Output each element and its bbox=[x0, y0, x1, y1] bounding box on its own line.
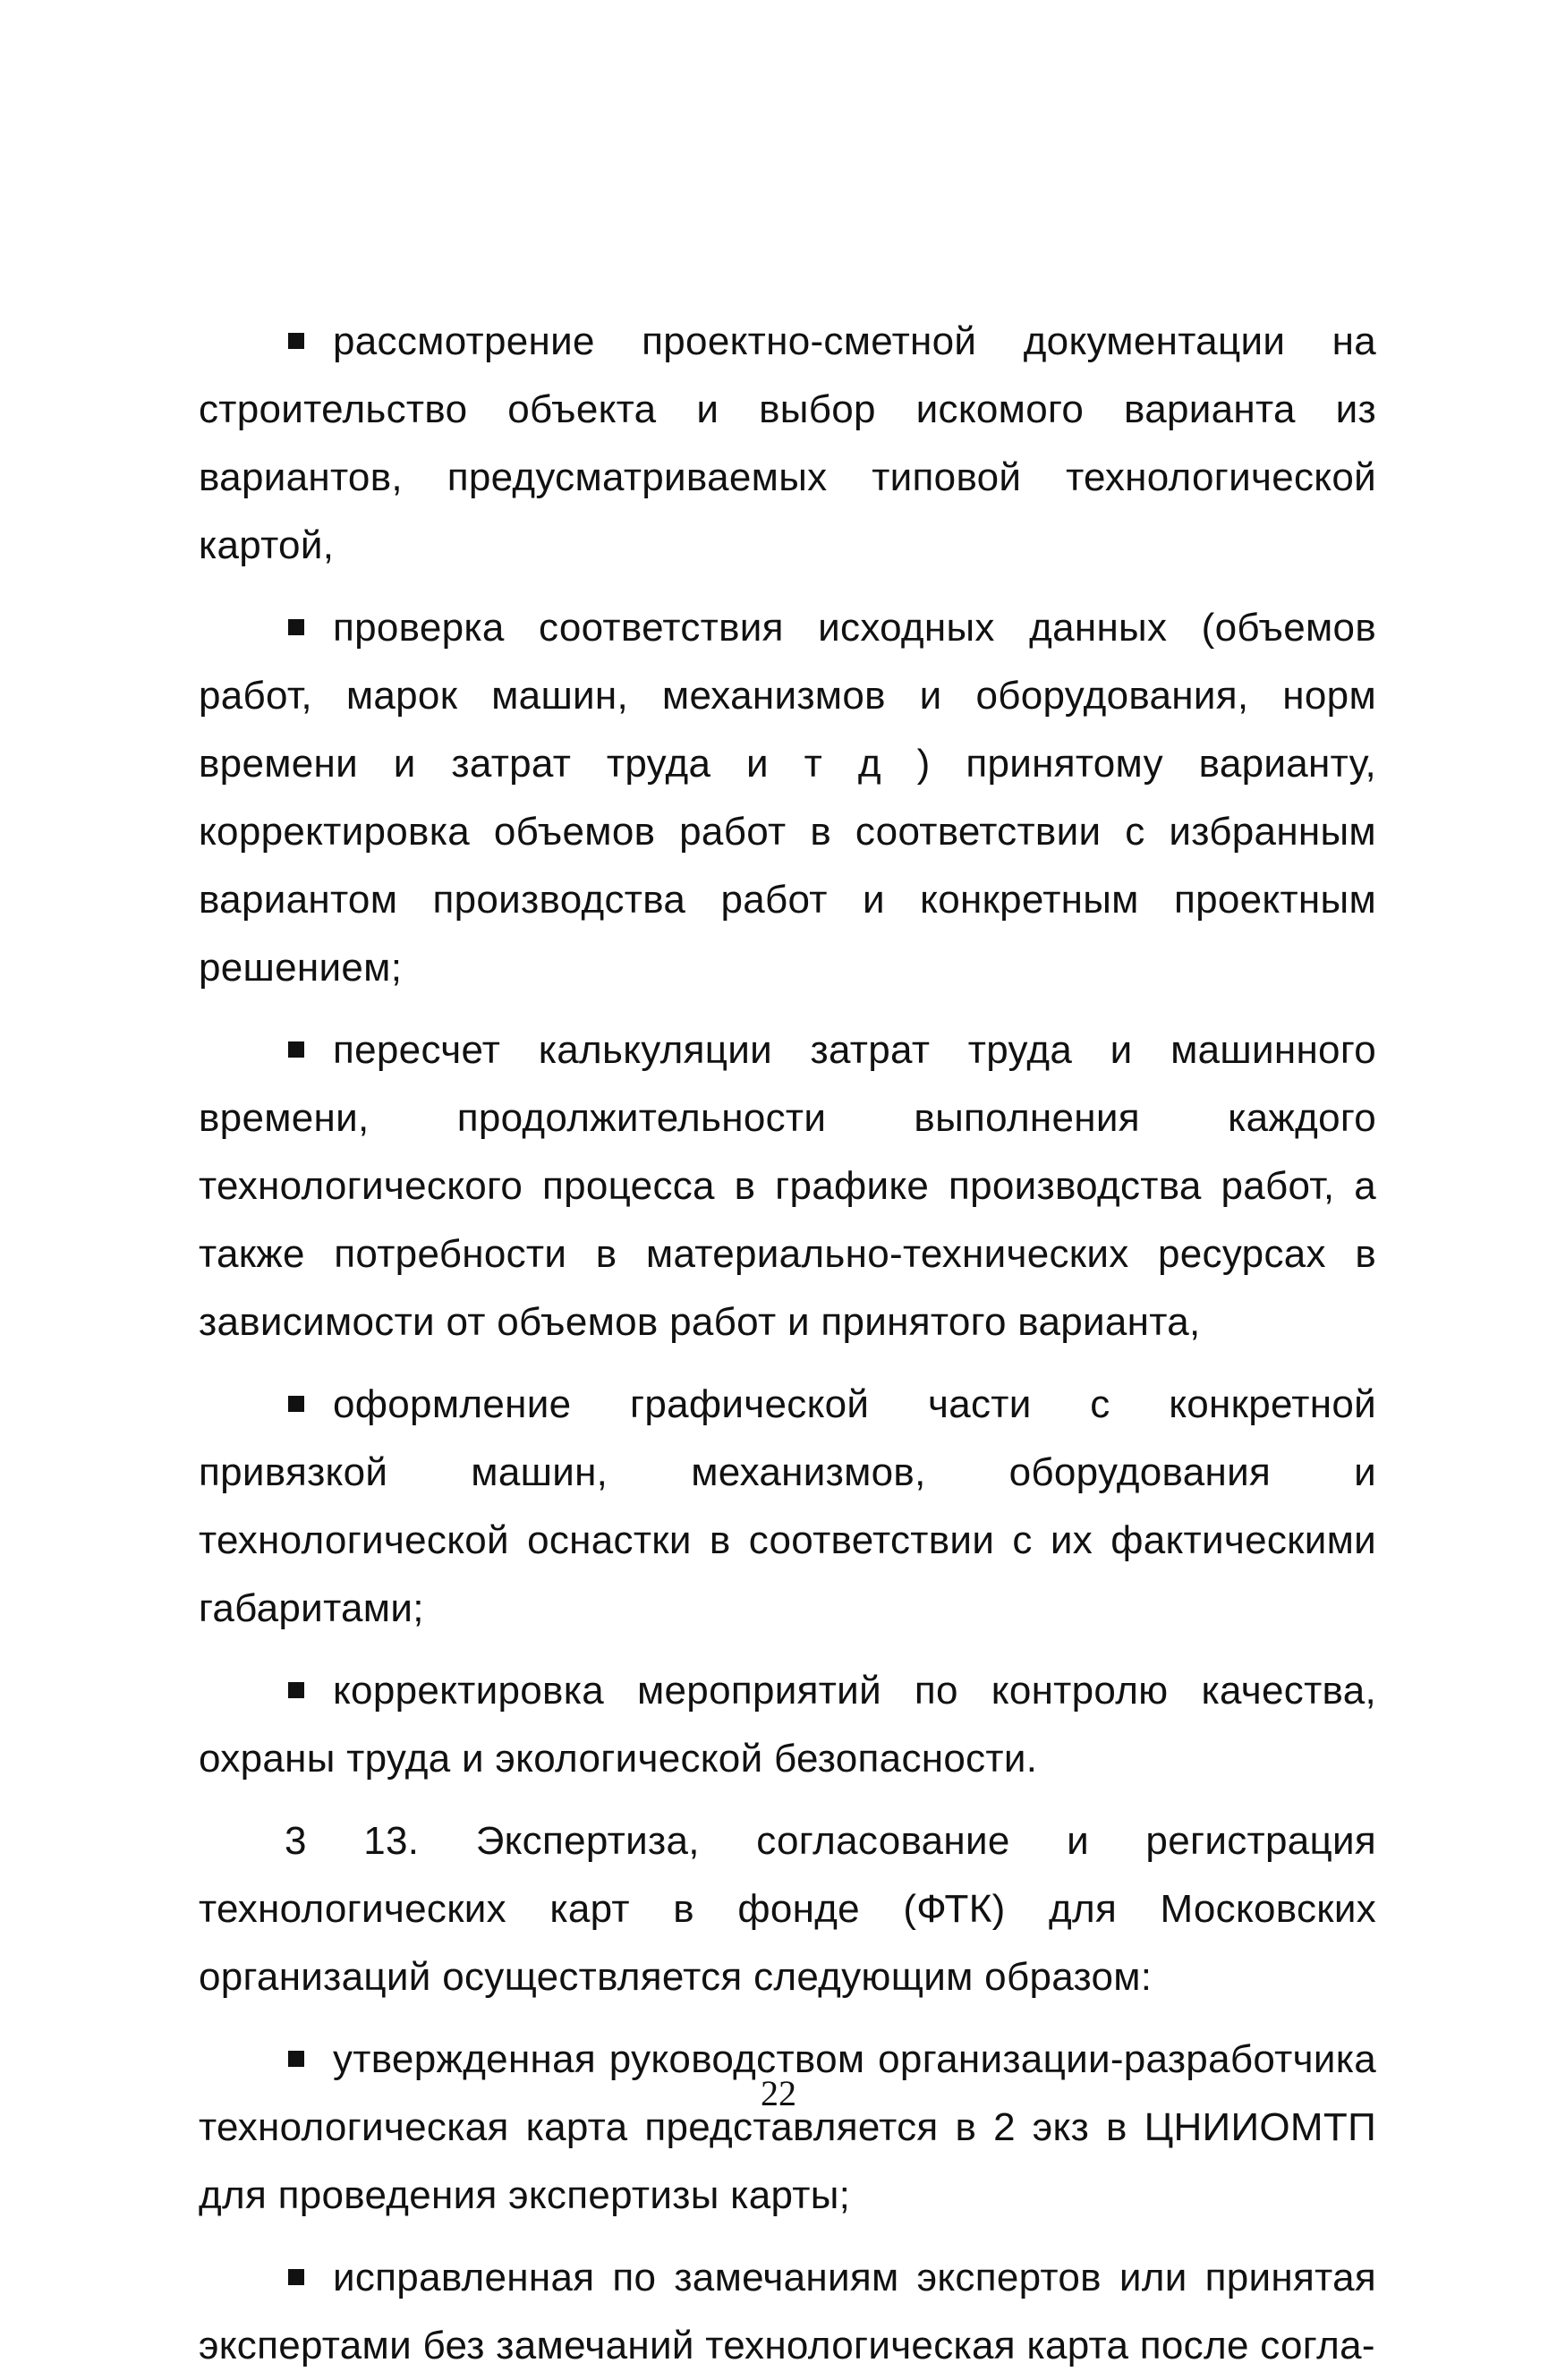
list-item bbox=[199, 2244, 1376, 2380]
list-item bbox=[199, 1371, 1376, 1643]
list-item-text: утвержденная руководством организации-разработчика технологическая карта представляется в 2 экз в ЦНИИОМТП для проведения экспертизы карты; bbox=[199, 2037, 1376, 2217]
list-item bbox=[199, 1016, 1376, 1356]
list-item-text: корректировка мероприятий по контролю качества, охраны труда и экологической безопасности. bbox=[199, 1669, 1376, 1781]
square-bullet-icon bbox=[288, 333, 304, 349]
square-bullet-icon bbox=[288, 2051, 304, 2067]
square-bullet-icon bbox=[288, 1396, 304, 1412]
list-item-text: исправленная по замечаниям экспертов или принятая экспертами без замечаний технологическая карта после согла- bbox=[199, 2256, 1376, 2367]
list-item bbox=[199, 1657, 1376, 1793]
page-number: 22 bbox=[761, 2073, 796, 2113]
square-bullet-icon bbox=[288, 619, 304, 635]
list-item-text: рассмотрение проектно-сметной документации на строительство объекта и выбор искомого варианта из вариантов, предусматриваемых типовой технологической картой, bbox=[199, 319, 1376, 567]
list-item-text: пересчет калькуляции затрат труда и машинного времени, продолжительности выполнения каждого технологического процесса в графике производства работ, а также потребности в материально-технических ресурсах в зависимости от объемов работ и принятого варианта, bbox=[199, 1028, 1376, 1344]
body-text bbox=[199, 308, 1376, 2380]
list-item bbox=[199, 594, 1376, 1002]
list-item-text: оформление графической части с конкретной привязкой машин, механизмов, оборудования и технологической оснастки в соответствии с их фактическими габаритами; bbox=[199, 1382, 1376, 1630]
list-item bbox=[199, 308, 1376, 580]
square-bullet-icon bbox=[288, 1041, 304, 1058]
section-paragraph: 3 13. Экспертиза, согласование и регистрация технологических карт в фонде (ФТК) для Московских организаций осуществляется следующим образом: bbox=[199, 1819, 1376, 1999]
list-item bbox=[199, 2026, 1376, 2230]
square-bullet-icon bbox=[288, 2269, 304, 2285]
list-item-text: проверка соответствия исходных данных (объемов работ, марок машин, механизмов и оборудования, норм времени и затрат труда и т д ) принятому варианту, корректировка объемов работ в соответствии с избранным вариантом производства работ и конкретным проектным решением; bbox=[199, 606, 1376, 990]
square-bullet-icon bbox=[288, 1682, 304, 1698]
